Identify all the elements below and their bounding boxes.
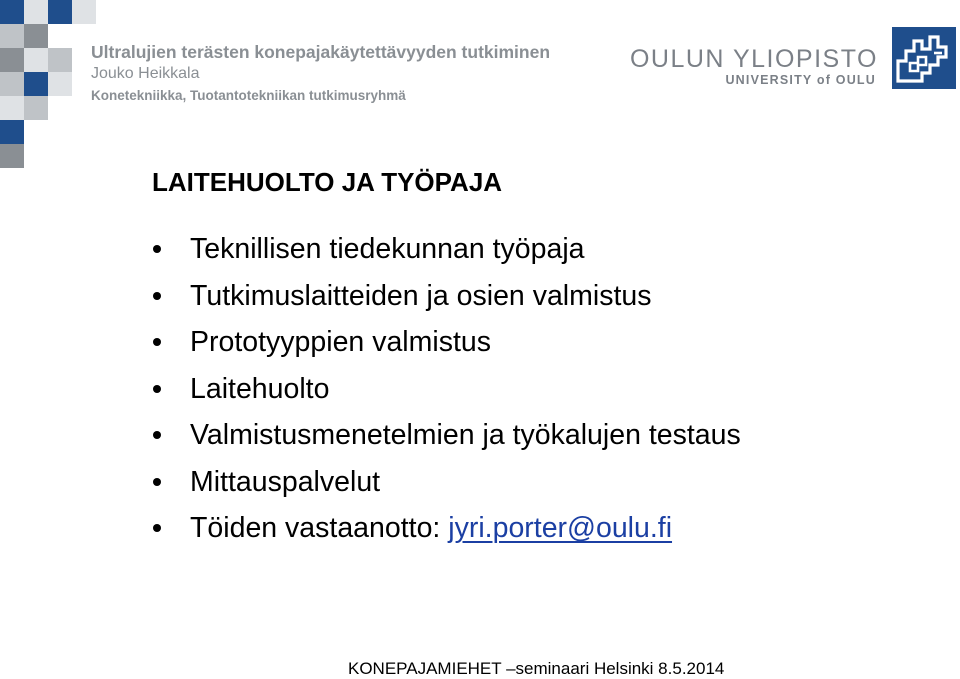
- bullet-text: Laitehuolto: [190, 372, 330, 405]
- mosaic-square: [0, 48, 24, 72]
- bullet-text: Teknillisen tiedekunnan työpaja: [190, 233, 585, 265]
- presentation-header: [91, 41, 611, 107]
- bullet-dot-icon: [153, 245, 161, 253]
- bullet-dot-icon: [153, 385, 161, 393]
- bullet-text: Tutkimuslaitteiden ja osien valmistus: [190, 279, 652, 312]
- mosaic-square: [48, 72, 72, 96]
- mosaic-square: [0, 120, 24, 144]
- bullet-text: Mittauspalvelut: [190, 465, 381, 498]
- presentation-title: Ultralujien terästen konepajakäytettävyyden tutkiminen: [91, 42, 551, 62]
- presenter-unit: Konetekniikka, Tuotantotekniikan tutkimusryhmä: [91, 88, 406, 103]
- bullet-item: [152, 366, 741, 413]
- mosaic-square: [0, 0, 24, 24]
- bullet-item: [152, 319, 741, 366]
- bullet-dot-icon: [153, 524, 161, 532]
- mosaic-square: [48, 0, 72, 24]
- slide-footer: KONEPAJAMIEHET –seminaari Helsinki 8.5.2014: [348, 659, 725, 678]
- mosaic-square: [24, 24, 48, 48]
- bullet-text: Prototyyppien valmistus: [190, 326, 491, 358]
- mosaic-square: [24, 72, 48, 96]
- mosaic-square: [24, 0, 48, 24]
- presenter-name: Jouko Heikkala: [91, 65, 200, 82]
- mosaic-square: [24, 96, 48, 120]
- contact-email-link[interactable]: jyri.porter@oulu.fi: [448, 512, 673, 544]
- mosaic-square: [0, 24, 24, 48]
- university-subtitle: UNIVERSITY of OULU: [725, 73, 876, 87]
- mosaic-square: [72, 0, 96, 24]
- bullet-item: [152, 459, 741, 506]
- bullet-list: [152, 226, 741, 552]
- mosaic-square: [24, 48, 48, 72]
- bullet-item: [152, 226, 741, 273]
- mosaic-square: [0, 72, 24, 96]
- slide-title: LAITEHUOLTO JA TYÖPAJA: [152, 167, 503, 197]
- bullet-item: [152, 273, 741, 320]
- bullet-item-contact: [152, 505, 741, 552]
- mosaic-square: [0, 144, 24, 168]
- bullet-text: Valmistusmenetelmien ja työkalujen testaus: [190, 419, 741, 451]
- bullet-dot-icon: [153, 292, 161, 300]
- mosaic-square: [48, 48, 72, 72]
- bullet-dot-icon: [153, 338, 161, 346]
- bullet-dot-icon: [153, 478, 161, 486]
- bullet-dot-icon: [153, 431, 161, 439]
- university-name: OULUN YLIOPISTO: [629, 45, 878, 73]
- contact-label: Töiden vastaanotto:: [190, 512, 441, 544]
- bullet-item: [152, 412, 741, 459]
- mosaic-square: [0, 96, 24, 120]
- university-crest-icon: [892, 27, 956, 89]
